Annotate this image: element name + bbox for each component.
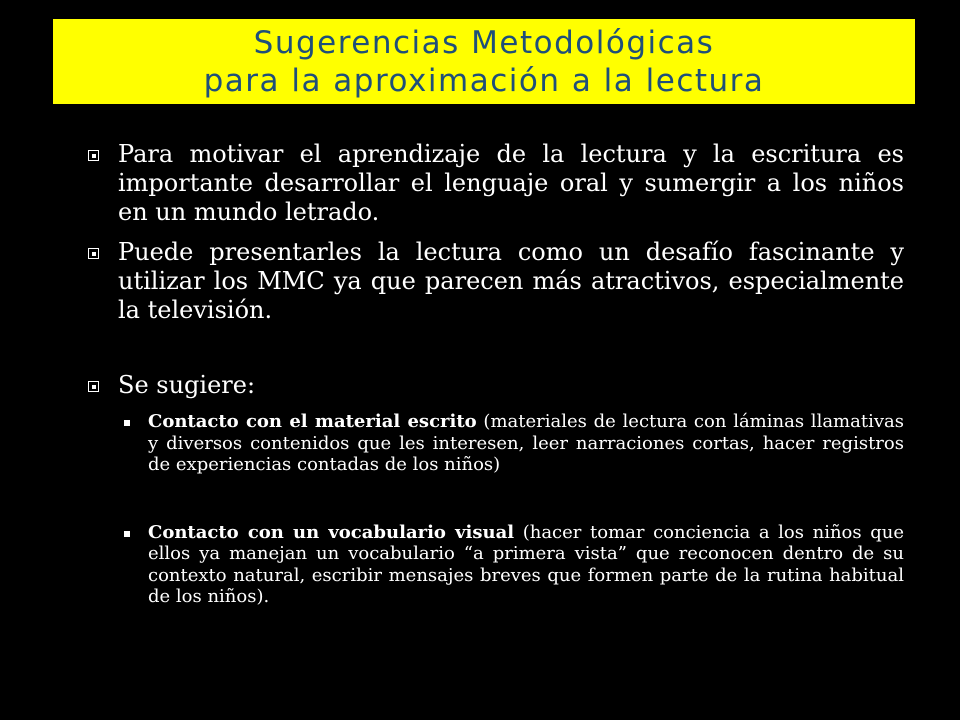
bullet-text: Puede presentarles la lectura como un desafío fascinante y utilizar los MMC ya que parecen más atractivos, especialmente la televisión. bbox=[118, 238, 904, 324]
sub-bullet-lead: Contacto con el material escrito bbox=[148, 411, 477, 432]
sub-bullet-text: (materiales de lectura con láminas llamativas y diversos contenidos que les interesen, leer narraciones cortas, hacer registros de experiencias contadas de los niños) bbox=[148, 411, 904, 475]
bullet-item bbox=[88, 238, 904, 325]
bullet-item bbox=[88, 371, 904, 400]
sub-bullet-text: (hacer tomar conciencia a los niños que ellos ya manejan un vocabulario “a primera vista” que reconocen dentro de su contexto natural, escribir mensajes breves que formen parte de la rutina habitual de los niños). bbox=[148, 521, 904, 607]
slide-content bbox=[88, 140, 904, 654]
sub-bullet-item bbox=[118, 411, 904, 476]
square-bullet-icon bbox=[88, 150, 99, 161]
small-square-bullet-icon bbox=[124, 420, 130, 426]
bullet-item bbox=[88, 140, 904, 227]
square-bullet-icon bbox=[88, 381, 99, 392]
bullet-text: Para motivar el aprendizaje de la lectura y la escritura es importante desarrollar el lenguaje oral y sumergir a los niños en un mundo letrado. bbox=[118, 140, 904, 226]
slide-title-line-1: Sugerencias Metodológicas bbox=[253, 25, 715, 61]
sub-bullet-item bbox=[118, 522, 904, 608]
bullet-text: Se sugiere: bbox=[118, 371, 256, 399]
title-banner bbox=[53, 19, 915, 104]
square-bullet-icon bbox=[88, 248, 99, 259]
slide-title-line-2: para la aproximación a la lectura bbox=[203, 63, 765, 99]
small-square-bullet-icon bbox=[124, 531, 130, 537]
sub-bullet-lead: Contacto con un vocabulario visual bbox=[148, 521, 515, 543]
